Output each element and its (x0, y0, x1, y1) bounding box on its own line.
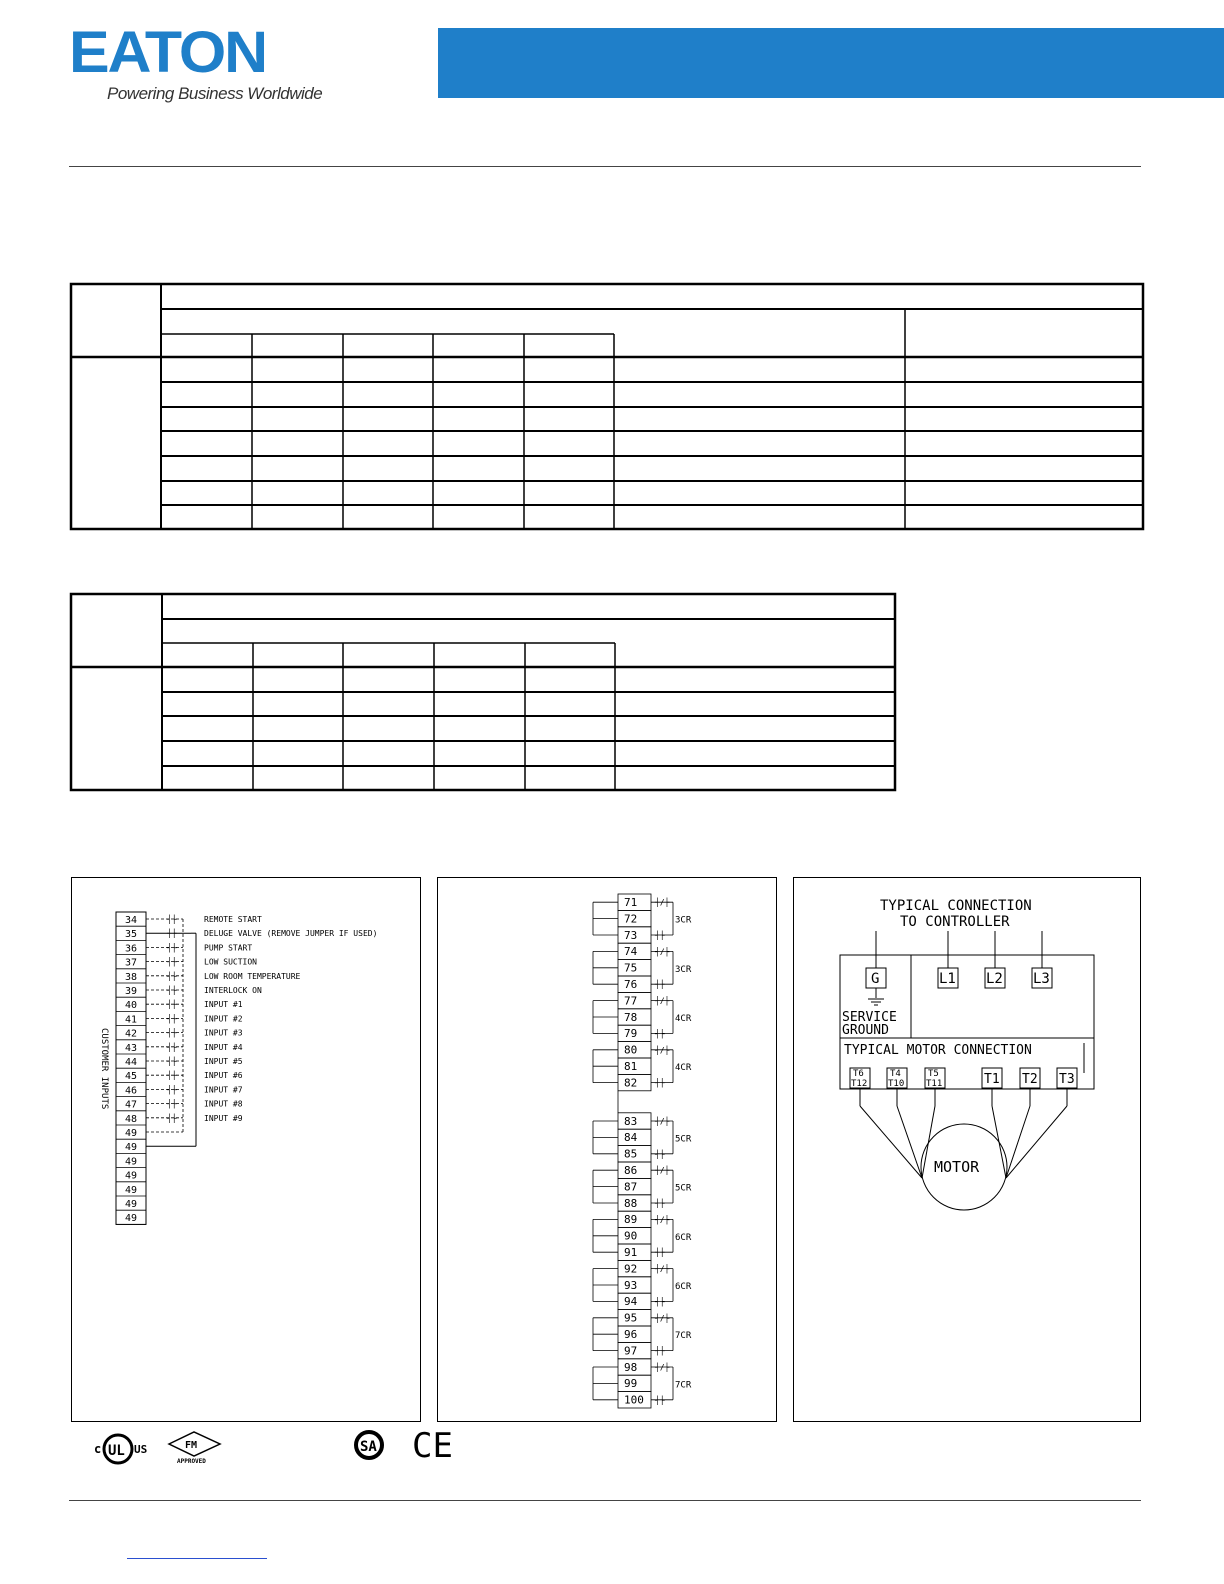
terminal-number: 97 (624, 1344, 638, 1358)
terminal-number: 48 (125, 1113, 138, 1125)
terminal-number: 77 (624, 994, 638, 1008)
svg-text:APPROVED: APPROVED (177, 1458, 206, 1465)
input-label: INPUT #4 (204, 1042, 243, 1052)
line-terminal-label: L1 (939, 971, 956, 987)
line-terminal-label: L2 (986, 971, 1003, 987)
terminal-number: 46 (125, 1085, 138, 1097)
terminal-number: 41 (125, 1014, 138, 1026)
csa-mark (356, 1432, 382, 1458)
terminal-number: 91 (624, 1246, 638, 1259)
terminal-number: 99 (624, 1377, 638, 1391)
motor-lead (897, 1106, 922, 1178)
input-label: INPUT #1 (204, 1000, 243, 1010)
terminal-number: 44 (125, 1057, 138, 1068)
input-label: DELUGE VALVE (REMOVE JUMPER IF USED) (204, 929, 378, 939)
svg-text:FM: FM (185, 1440, 198, 1451)
terminal-number: 71 (624, 896, 638, 909)
contact-symbol: ┤├ (167, 1014, 177, 1024)
input-label: INPUT #8 (204, 1099, 243, 1109)
terminal-number: 87 (624, 1180, 638, 1194)
contact-symbol: ┤├ (655, 980, 665, 990)
terminal-number: 85 (624, 1147, 638, 1161)
terminal-number: 100 (624, 1393, 644, 1407)
terminal-number: 79 (624, 1027, 638, 1041)
motor-lead (992, 1106, 1006, 1178)
motor-terminal-label: T10 (888, 1079, 905, 1089)
contact-symbol: ┤├ (167, 1113, 177, 1123)
terminal-number: 49 (125, 1213, 138, 1225)
terminal-number: 80 (624, 1043, 638, 1057)
motor-terminal-label: T6 (853, 1069, 864, 1079)
terminal-number: 75 (624, 961, 638, 975)
terminal-number: 49 (125, 1184, 138, 1196)
input-label: INPUT #9 (204, 1113, 243, 1123)
relay-label: 7CR (675, 1380, 692, 1391)
terminal-number: 45 (125, 1071, 138, 1083)
terminal-number: 93 (624, 1278, 638, 1292)
certification-marks (60, 1425, 480, 1475)
contact-symbol: ┤├ (167, 915, 177, 924)
terminal-number: 81 (624, 1060, 638, 1073)
customer-inputs-title: CUSTOMER INPUTS (99, 1028, 109, 1110)
contact-symbol: ┤├ (167, 971, 177, 981)
terminal-number: 36 (125, 943, 138, 955)
terminal-number: 84 (624, 1131, 638, 1145)
motor-terminal-label: T12 (851, 1079, 868, 1089)
input-label: INPUT #3 (204, 1028, 243, 1038)
contact-symbol: ┤├ (655, 1346, 665, 1356)
contact-symbol: ┤├ (655, 1029, 665, 1039)
ul-mark (94, 1435, 147, 1463)
terminal-number: 92 (624, 1262, 638, 1276)
terminal-number: 49 (125, 1199, 138, 1210)
contact-symbol: ┤├ (167, 1071, 177, 1081)
contact-symbol: ┤├ (655, 1149, 665, 1159)
contact-symbol: ┤├ (655, 1248, 665, 1258)
contact-symbol: ┤├ (655, 1199, 665, 1208)
input-label: LOW ROOM TEMPERATURE (204, 971, 301, 981)
terminal-number: 38 (125, 971, 138, 983)
contact-symbol: ┤├ (167, 1042, 177, 1052)
ce-mark: CE (412, 1426, 453, 1466)
terminal-number: 88 (624, 1196, 638, 1210)
motor-terminal-label: T3 (1059, 1072, 1075, 1087)
motor-lead (1006, 1106, 1067, 1178)
motor-terminal-label: T11 (926, 1079, 943, 1089)
terminal-number: 49 (125, 1170, 138, 1182)
motor-lead (1006, 1106, 1030, 1178)
contact-symbol: ┤/├ (655, 1166, 670, 1176)
input-label: PUMP START (204, 943, 253, 953)
contact-symbol: ┤/├ (655, 1045, 670, 1055)
terminal-number: 37 (125, 957, 138, 969)
svg-text:US: US (134, 1443, 148, 1456)
terminal-number: 73 (624, 928, 638, 942)
terminal-number: 94 (624, 1295, 638, 1309)
terminal-number: 72 (624, 912, 638, 926)
relay-label: 3CR (675, 964, 692, 975)
contact-symbol: ┤├ (655, 1395, 665, 1405)
motor-connection-panel (793, 877, 1141, 1422)
contact-symbol: ┤/├ (655, 947, 670, 957)
terminal-number: 98 (624, 1360, 638, 1374)
terminal-number: 83 (624, 1114, 638, 1128)
relay-label: 5CR (675, 1183, 692, 1194)
relay-outputs-panel (437, 877, 777, 1422)
terminal-number: 82 (624, 1076, 638, 1090)
contact-symbol: ┤/├ (655, 898, 670, 908)
relay-label: 6CR (675, 1282, 692, 1292)
motor-terminal-label: T1 (984, 1072, 1000, 1087)
service-ground-label: GROUND (842, 1023, 889, 1038)
terminal-number: 78 (624, 1010, 638, 1024)
logo-wordmark: EATON (69, 20, 267, 85)
terminal-number: 35 (125, 929, 138, 941)
relay-label: 6CR (675, 1232, 692, 1243)
input-label: INTERLOCK ON (204, 986, 262, 995)
contact-symbol: ┤/├ (655, 1117, 670, 1126)
input-label: REMOTE START (204, 915, 262, 924)
contact-symbol: ┤├ (655, 931, 665, 940)
contact-symbol: ┤├ (167, 1000, 177, 1010)
contact-symbol: ┤├ (655, 1078, 665, 1088)
terminal-number: 49 (125, 1142, 138, 1154)
motor-terminal-label: T2 (1022, 1072, 1038, 1087)
contact-symbol: ┤├ (167, 1028, 177, 1038)
terminal-number: 89 (624, 1213, 638, 1227)
terminal-number: 49 (125, 1128, 138, 1139)
terminal-number: 74 (624, 945, 638, 959)
input-label: INPUT #5 (204, 1057, 243, 1066)
contact-symbol: ┤├ (167, 943, 177, 953)
terminal-number: 40 (125, 1000, 138, 1012)
customer-inputs-panel (71, 877, 421, 1422)
terminal-number: 49 (125, 1156, 138, 1168)
footer-divider (69, 1500, 1141, 1501)
terminal-number: 86 (624, 1164, 638, 1177)
motor-terminal-label: T4 (890, 1069, 901, 1079)
service-ground-label: SERVICE (842, 1010, 897, 1025)
input-label: INPUT #6 (204, 1071, 243, 1081)
input-label: LOW SUCTION (204, 957, 257, 967)
line-terminal-label: L3 (1033, 971, 1050, 987)
motor-label: MOTOR (934, 1158, 980, 1176)
svg-text:UL: UL (108, 1443, 125, 1459)
motor-terminal-label: T5 (928, 1069, 939, 1079)
terminal-number: 42 (125, 1028, 138, 1040)
contact-symbol: ┤├ (655, 1297, 665, 1307)
relay-label: 3CR (675, 915, 692, 926)
contact-symbol: ┤├ (167, 1057, 177, 1066)
terminal-number: 34 (125, 915, 138, 926)
terminal-number: 90 (624, 1229, 638, 1243)
terminal-number: 96 (624, 1328, 638, 1341)
ground-terminal-label: G (871, 971, 880, 987)
terminal-number: 95 (624, 1311, 638, 1325)
relay-label: 4CR (675, 1063, 692, 1074)
contact-symbol: ┤├ (167, 929, 177, 939)
contact-symbol: ┤/├ (655, 1264, 670, 1274)
contact-symbol: ┤/├ (655, 1215, 670, 1225)
footer-link[interactable] (127, 1558, 267, 1559)
logo-tagline: Powering Business Worldwide (107, 84, 323, 103)
motor-connection-title: TYPICAL MOTOR CONNECTION (844, 1043, 1032, 1058)
contact-symbol: ┤├ (167, 1099, 177, 1109)
contact-symbol: ┤├ (167, 1085, 177, 1095)
contact-symbol: ┤├ (167, 986, 177, 995)
input-label: INPUT #7 (204, 1085, 243, 1095)
terminal-number: 76 (624, 978, 638, 991)
connection-title: TO CONTROLLER (900, 914, 1010, 930)
contact-symbol: ┤/├ (655, 996, 670, 1006)
terminal-number: 43 (125, 1042, 138, 1054)
relay-label: 4CR (675, 1014, 692, 1024)
motor-lead (860, 1106, 922, 1178)
fm-approved-mark (169, 1432, 220, 1465)
svg-text:SA: SA (360, 1439, 377, 1455)
contact-symbol: ┤├ (167, 957, 177, 967)
relay-label: 7CR (675, 1331, 692, 1342)
contact-symbol: ┤/├ (655, 1363, 670, 1372)
svg-text:c: c (94, 1442, 102, 1456)
terminal-number: 47 (125, 1099, 138, 1111)
input-label: INPUT #2 (204, 1014, 243, 1024)
relay-label: 5CR (675, 1134, 692, 1145)
connection-title: TYPICAL CONNECTION (880, 898, 1032, 914)
contact-symbol: ┤/├ (655, 1313, 670, 1323)
terminal-number: 39 (125, 986, 138, 997)
